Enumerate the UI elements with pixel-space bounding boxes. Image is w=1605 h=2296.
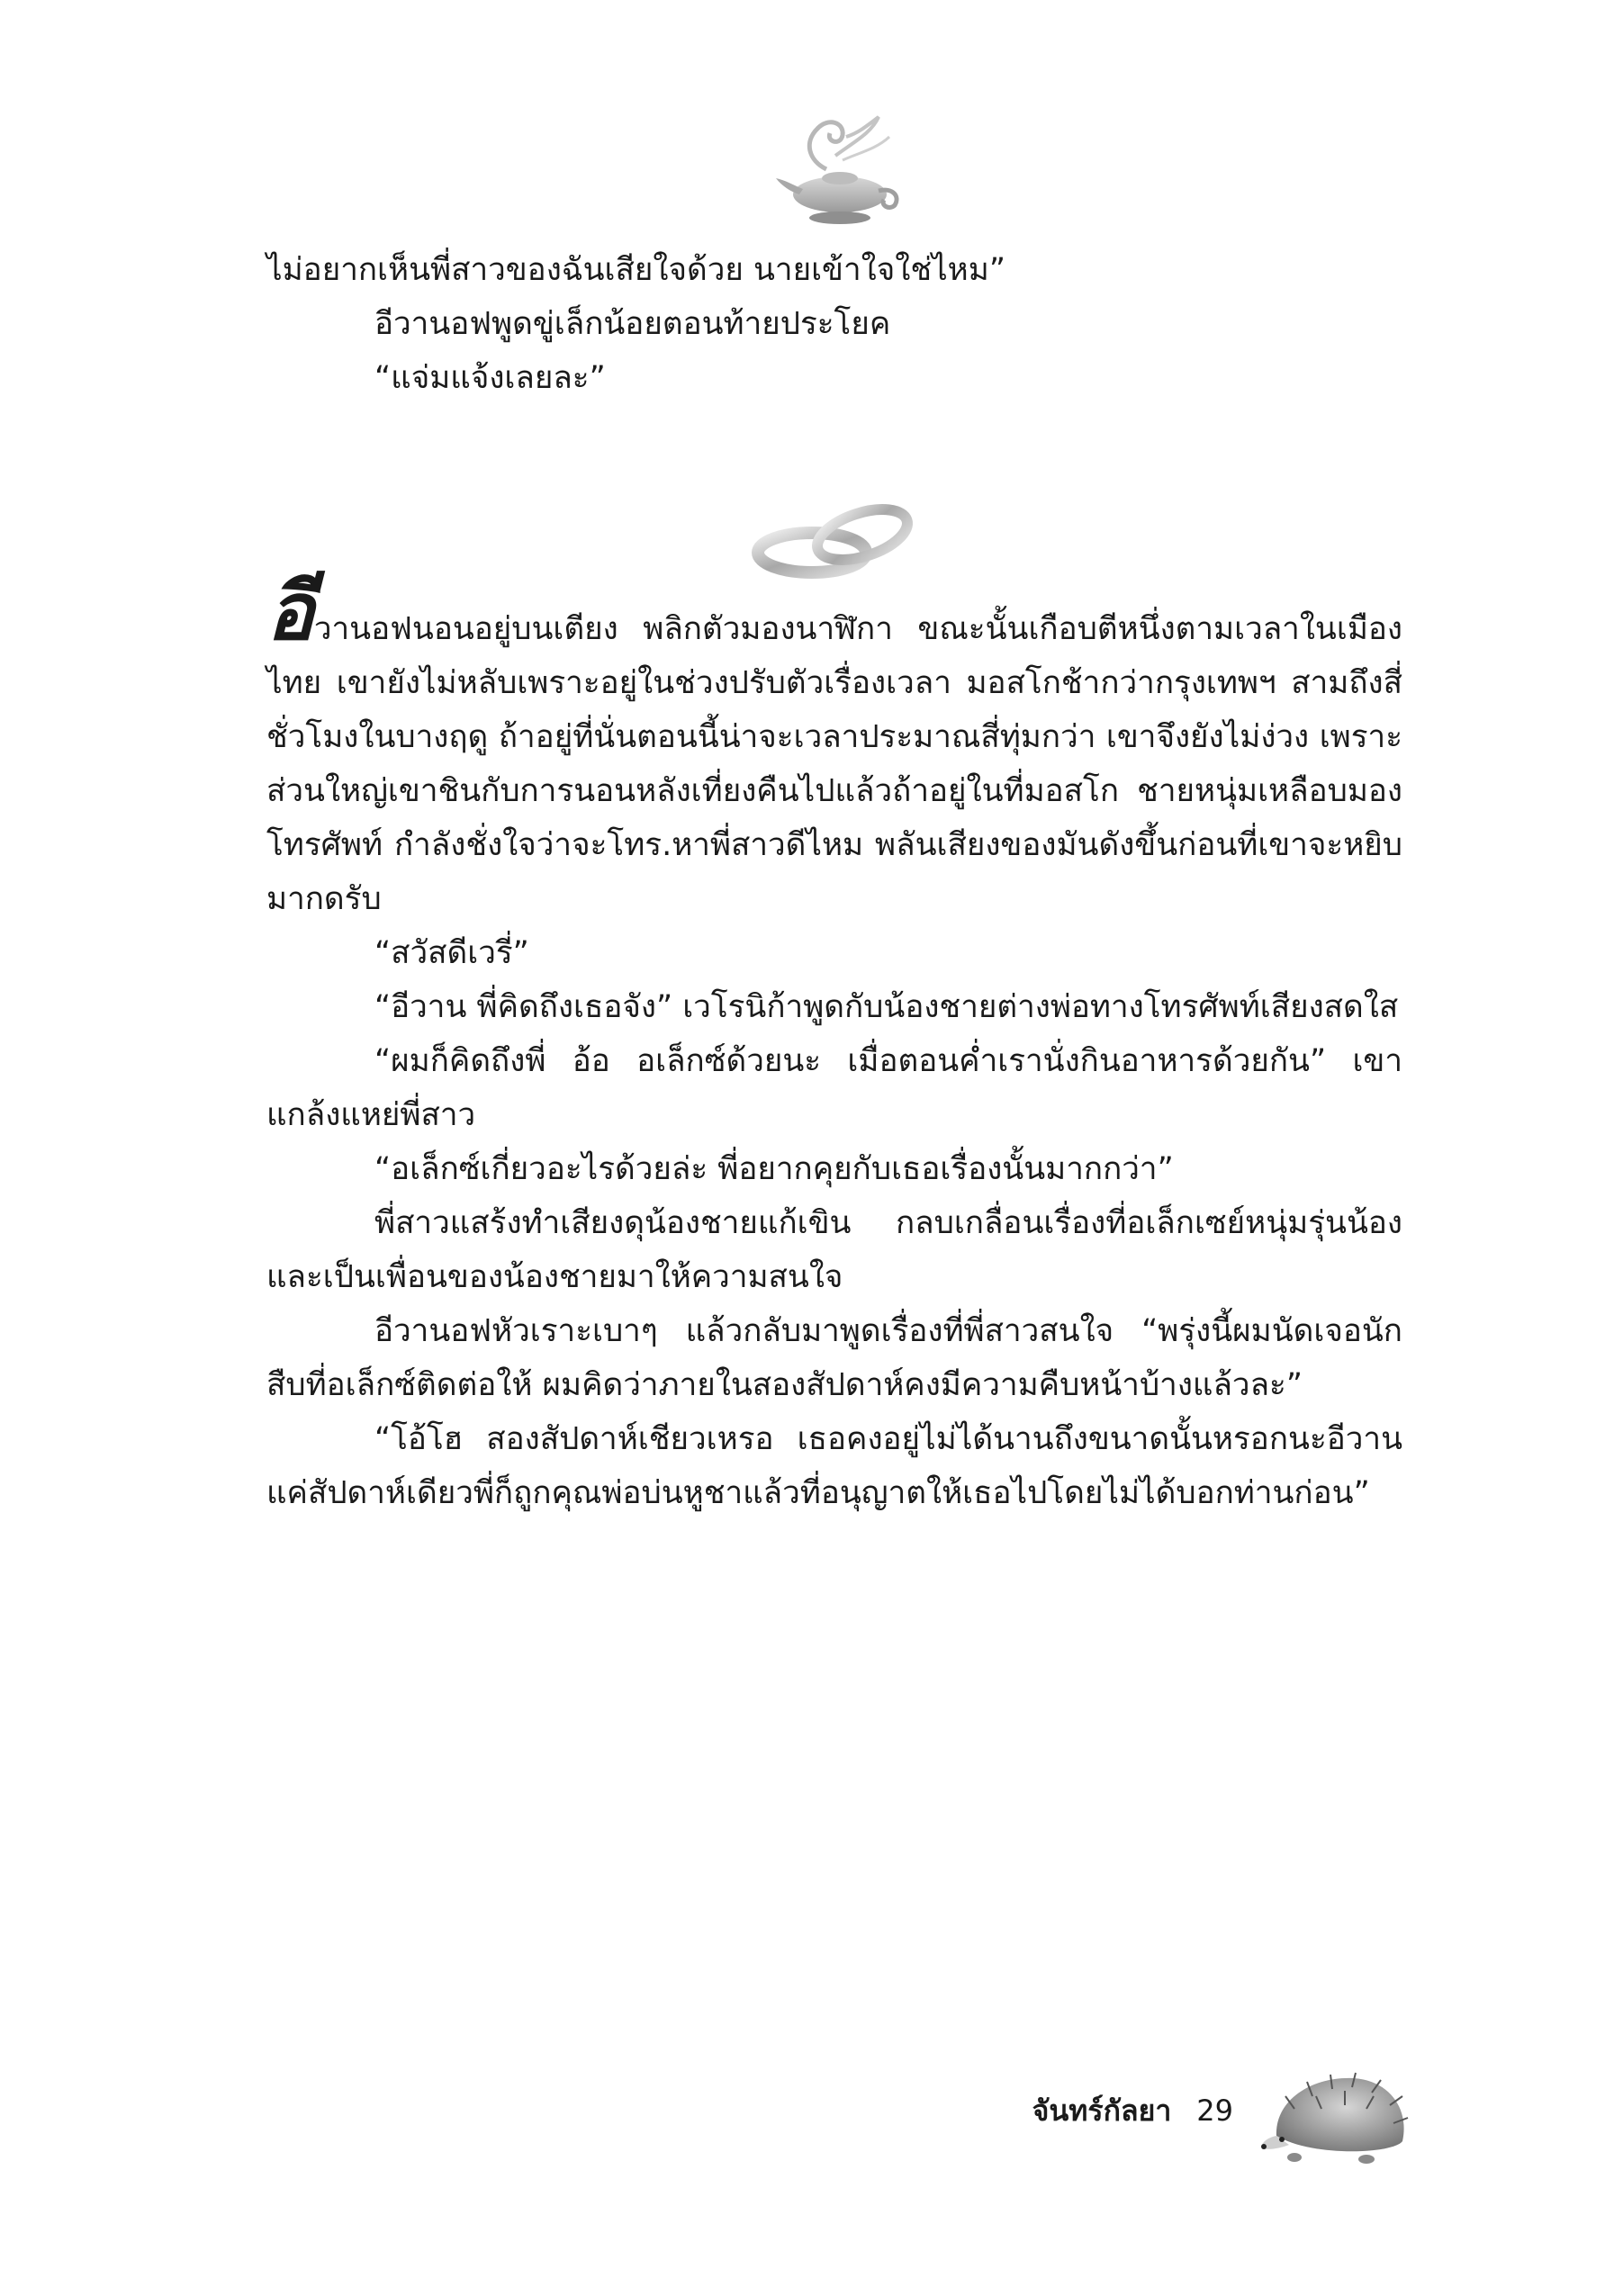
paragraph: “อเล็กซ์เกี่ยวอะไรด้วยล่ะ พี่อยากคุยกับเธอเรื่องนั้นมากกว่า” <box>374 1151 1174 1187</box>
drop-cap: อี <box>266 565 314 658</box>
paragraph: “โอ้โฮ สองสัปดาห์เชียวเหรอ เธอคงอยู่ไม่ได้นานถึงขนาดนั้นหรอกนะอีวาน แค่สัปดาห์เดียวพี่ก็ถูกคุณพ่อบ่นหูชาแล้วที่อนุญาตให้เธอไปโดยไม่ได้บอกท่านก่อน” <box>266 1421 1402 1511</box>
footer-label <box>909 2091 1233 2130</box>
text-line: อีวานอฟพูดขู่เล็กน้อยตอนท้ายประโยค <box>374 306 891 342</box>
paragraph: อีวานอฟหัวเราะเบาๆ แล้วกลับมาพูดเรื่องที่พี่สาวสนใจ “พรุ่งนี้ผมนัดเจอนักสืบที่อเล็กซ์ติดต่อให้ ผมคิดว่าภายในสองสัปดาห์คงมีความคืบหน้าบ้างแล้วละ” <box>266 1313 1402 1403</box>
page-footer <box>0 2064 1605 2172</box>
text-line: ไม่อยากเห็นพี่สาวของฉันเสียใจด้วย นายเข้าใจใช่ไหม” <box>266 252 1005 288</box>
first-paragraph <box>266 565 1402 926</box>
paragraph: “สวัสดีเวรี่” <box>374 935 529 971</box>
page-number: 29 <box>1196 2093 1233 2128</box>
paragraph: “อีวาน พี่คิดถึงเธอจัง” เวโรนิก้าพูดกับน้องชายต่างพ่อทางโทรศัพท์เสียงสดใส <box>374 989 1399 1025</box>
magic-lamp-icon <box>772 106 907 232</box>
running-title: จันทร์กัลยา <box>1032 2093 1172 2128</box>
text-line: “แจ่มแจ้งเลยละ” <box>374 360 606 396</box>
chapter-body <box>266 565 1402 1520</box>
wedding-rings-icon <box>747 497 927 585</box>
hedgehog-icon <box>1258 2064 1416 2170</box>
opening-lines <box>266 243 1402 405</box>
paragraph-text: วานอฟนอนอยู่บนเตียง พลิกตัวมองนาฬิกา ขณะนั้นเกือบตีหนึ่งตามเวลาในเมืองไทย เขายังไม่หลับเพราะอยู่ในช่วงปรับตัวเรื่องเวลา มอสโกช้ากว่ากรุงเทพฯ สามถึงสี่ชั่วโมงในบางฤดู ถ้าอยู่ที่นั่นตอนนี้น่าจะเวลาประมาณสี่ทุ่มกว่า เขาจึงยังไม่ง่วง เพราะส่วนใหญ่เขาชินกับการนอนหลังเที่ยงคืนไปแล้วถ้าอยู่ในที่มอสโก ชายหนุ่มเหลือบมองโทรศัพท์ กำลังชั่งใจว่าจะโทร.หาพี่สาวดีไหม พลันเสียงของมันดังขึ้นก่อนที่เขาจะหยิบมากดรับ <box>266 611 1402 917</box>
paragraph: พี่สาวแสร้งทำเสียงดุน้องชายแก้เขิน กลบเกลื่อนเรื่องที่อเล็กเซย์หนุ่มรุ่นน้องและเป็นเพื่อนของน้องชายมาให้ความสนใจ <box>266 1205 1402 1295</box>
paragraph: “ผมก็คิดถึงพี่ อ้อ อเล็กซ์ด้วยนะ เมื่อตอนค่ำเรานั่งกินอาหารด้วยกัน” เขาแกล้งแหย่พี่สาว <box>266 1043 1402 1133</box>
